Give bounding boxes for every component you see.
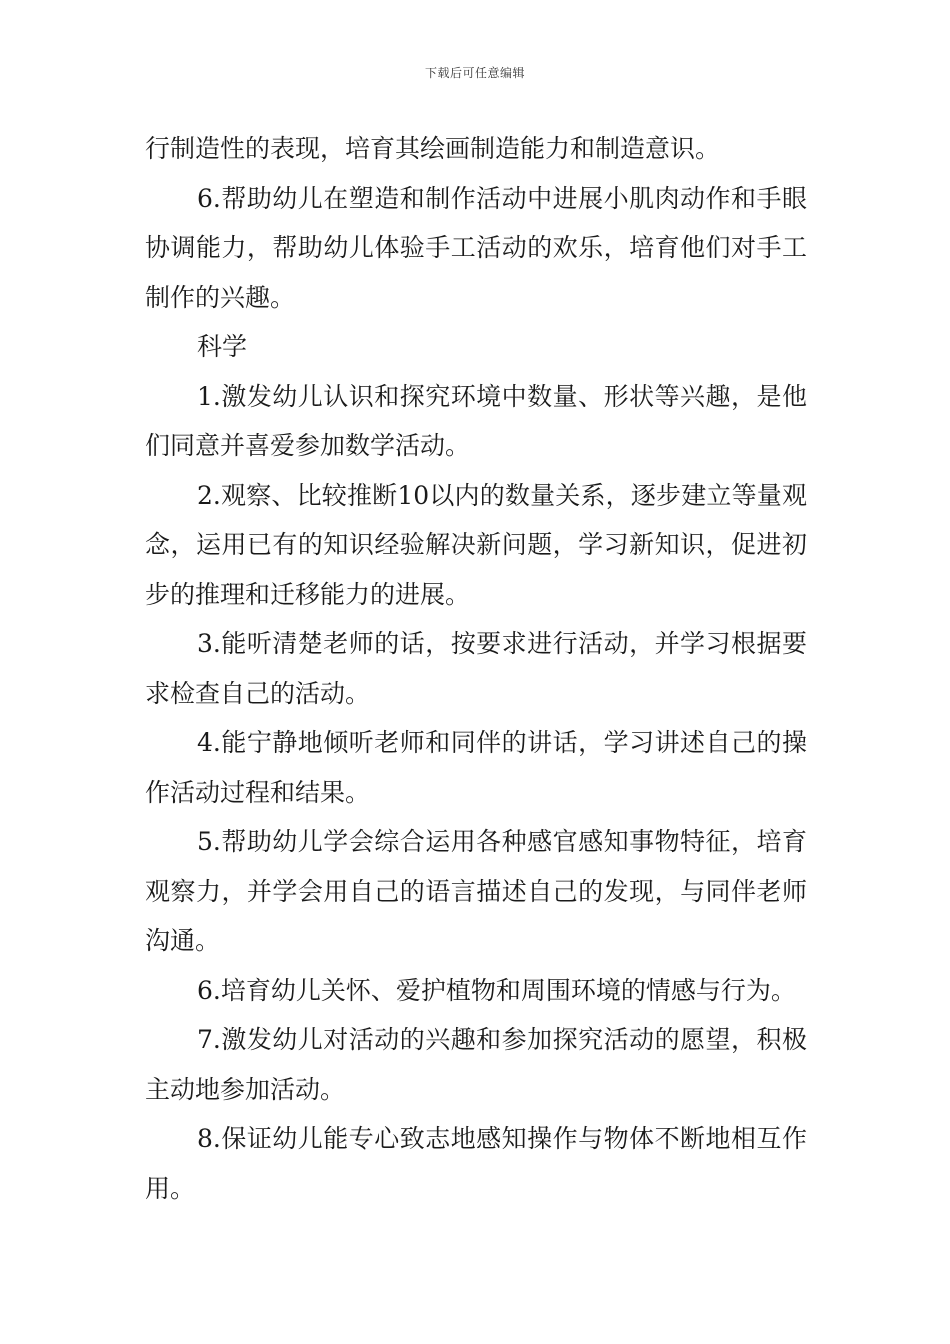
paragraph-science-item-4: 4.能宁静地倾听老师和同伴的讲话，学习讲述自己的操作活动过程和结果。 [145, 728, 807, 807]
paragraph-continuation: 行制造性的表现，培育其绘画制造能力和制造意识。 [145, 134, 721, 163]
paragraph-art-item-6: 6.帮助幼儿在塑造和制作活动中进展小肌肉动作和手眼协调能力，帮助幼儿体验手工活动的欢乐，培育他们对手工制作的兴趣。 [145, 183, 807, 312]
document-body [145, 124, 807, 1213]
paragraph-science-item-3: 3.能听清楚老师的话，按要求进行活动，并学习根据要求检查自己的活动。 [145, 629, 807, 708]
paragraph-science-item-1: 1.激发幼儿认识和探究环境中数量、形状等兴趣，是他们同意并喜爱参加数学活动。 [145, 381, 807, 460]
section-heading-science: 科学 [197, 332, 248, 361]
paragraph-science-item-7: 7.激发幼儿对活动的兴趣和参加探究活动的愿望，积极主动地参加活动。 [145, 1025, 807, 1104]
page-header: 下载后可任意编辑 [424, 66, 525, 80]
paragraph-science-item-2: 2.观察、比较推断10以内的数量关系，逐步建立等量观念，运用已有的知识经验解决新问题，学习新知识，促进初步的推理和迁移能力的进展。 [145, 480, 807, 609]
paragraph-science-item-8: 8.保证幼儿能专心致志地感知操作与物体不断地相互作用。 [145, 1124, 807, 1203]
paragraph-science-item-6: 6.培育幼儿关怀、爱护植物和周围环境的情感与行为。 [197, 975, 796, 1005]
paragraph-science-item-5: 5.帮助幼儿学会综合运用各种感官感知事物特征，培育观察力，并学会用自己的语言描述自己的发现，与同伴老师沟通。 [145, 827, 807, 955]
